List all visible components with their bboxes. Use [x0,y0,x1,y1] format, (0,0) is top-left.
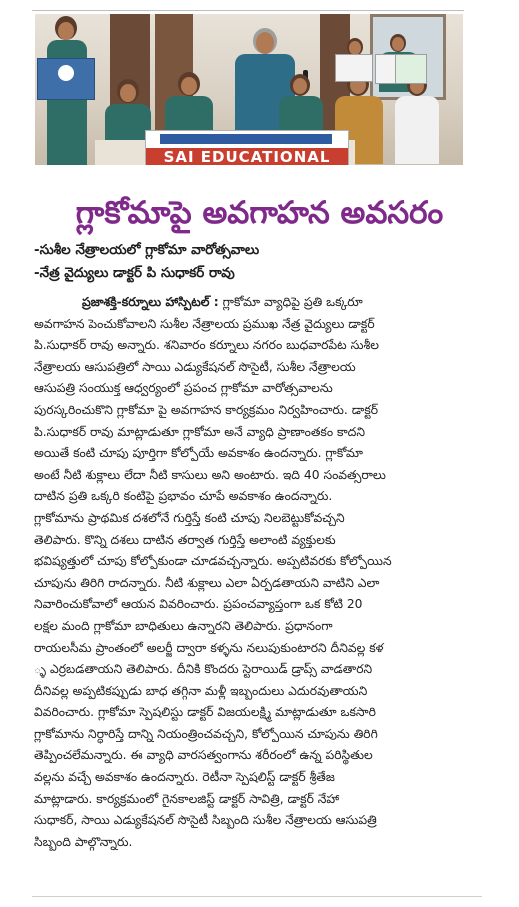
article-line: చూపును తిరిగి రాదన్నారు. నీటి శుక్లాలు ఎలా ఏర్పడతాయని వాటిని ఎలా [34,575,380,590]
dateline: ప్రజాశక్తి-కర్నూలు హాస్పిటల్ : [82,295,219,309]
event-photo [35,14,463,165]
top-rule [32,10,464,11]
article-line: అవగాహన పెంచుకోవాలని సుశీల నేత్రాలయ ప్రముఖ నేత్ర వైద్యులు డాక్టర్ [34,316,375,331]
article-line: సిబ్బంది పాల్గొన్నారు. [34,834,133,849]
article-line: పురస్కరించుకొని గ్లాకోమా పై అవగాహన కార్యక్రమం నిర్వహించారు. డాక్టర్ [34,402,379,417]
article-line: నివారించుకోవాలో ఆయన వివరించారు. ప్రపంచవ్యాప్తంగా ఒక కోటి 20 [34,597,363,612]
article-line: తెలిపారు. కొన్ని దశలు దాటిన తర్వాత గుర్తిస్తే అలాంటి వ్యక్తులకు [34,532,336,547]
article-line: దీనివల్ల అప్పటికప్పుడు బాధ తగ్గినా మళ్లీ ఇబ్బందులు ఎదురవుతాయని [34,683,368,698]
article-line: దాటిన ప్రతి ఒక్కరి కంటిపై ప్రభావం చూపే అవకాశం ఉందన్నారు. [34,489,333,504]
headline: గ్లాకోమాపై అవగాహన అవసరం [75,195,444,231]
article-body [34,292,469,853]
subheading-1: -సుశీల నేత్రాలయలో గ్లాకోమా వారోత్సవాలు [34,242,260,258]
bottom-rule [32,896,482,897]
article-line: సుధాకర్, సాయి ఎడ్యుకేషనల్ సొసైటీ సిబ్బంది సుశీల నేత్రాలయ ఆసుపత్రి [34,813,377,828]
article-line: వివరించారు. గ్లాకోమా స్పెషలిస్టు డాక్టర్ విజయలక్ష్మి మాట్లాడుతూ ఒకసారి [34,705,376,720]
subheading-2: -నేత్ర వైద్యులు డాక్టర్ పి సుధాకర్ రావు [34,265,235,281]
article-line: పి.సుధాకర్ రావు మాట్లాడుతూ గ్లాకోమా అనే వ్యాధి ప్రాణాంతకం కాదని [34,424,365,439]
article-line: ప్రజాశక్తి-కర్నూలు హాస్పిటల్ : గ్లాకోమా వ్యాధిపై ప్రతి ఒక్కరూ [82,295,363,309]
article-line: అయితే కంటి చూపు పూర్తిగా కోల్పోయే అవకాశం ఉందన్నారు. గ్లాకోమా [34,446,363,461]
article-line: నేత్రాలయ ఆసుపత్రిలో సాయి ఎడ్యుకేషనల్ సొసైటీ, సుశీల నేత్రాలయ [34,359,356,374]
article-line: తెప్పించలేమన్నారు. ఈ వ్యాధి వారసత్వంగాను శరీరంలో ఉన్న పరిస్థితుల [34,748,373,763]
article-line: మాట్లాడారు. కార్యక్రమంలో గైనకాలజిస్ట్ డాక్టర్ సావిత్రి, డాక్టర్ నేహా [34,791,340,806]
article-line: భవిష్యత్తులో చూపు కోల్పోకుండా చూడవచ్చన్నారు. అప్పటివరకు కోల్పోయిన [34,554,392,569]
article-line: గ్లాకోమాను ప్రాథమిక దశలోనే గుర్తిస్తే కంటి చూపు నిలబెట్టుకోవచ్చని [34,510,345,525]
article-line: గ్లాకోమాను నిర్ధారిస్తే దాన్ని నియంత్రించవచ్చని, కోల్పోయిన చూపును తిరిగి [34,726,378,741]
article-line: లక్షల మంది గ్లాకోమా బాధితులు ఉన్నారని తెలిపారు. ప్రధానంగా [34,618,333,633]
article-line: పి.సుధాకర్ రావు అన్నారు. శనివారం కర్నూలు నగరం బుధవారపేట సుశీల [34,338,379,353]
banner-text: SAI EDUCATIONAL [146,148,348,165]
article-line: ఆసుపత్రి సంయుక్త ఆధ్వర్యంలో ప్రపంచ గ్లాకోమా వారోత్సవాలను [34,381,333,396]
article-line: వల్లను వచ్చే అవకాశం ఉందన్నారు. రెటీనా స్పెషలిస్ట్ డాక్టర్ శ్రీతేజ [34,770,335,785]
photo-banner [145,130,349,165]
article-line: రాయలసీమ ప్రాంతంలో అలర్జీ ద్వారా కళ్ళను నలుపుకుంటారని దీనివల్ల కళ [34,640,384,655]
article-line: ్ళ ఎర్రబడతాయని తెలిపారు. దీనికి కొందరు స్టెరాయిడ్ డ్రాప్స్ వాడతారని [34,662,373,677]
article-line: అంటే నీటి శుక్లాలు లేదా నీటి కాసులు అని అంటారు. ఇది 40 సంవత్సరాలు [34,467,386,482]
